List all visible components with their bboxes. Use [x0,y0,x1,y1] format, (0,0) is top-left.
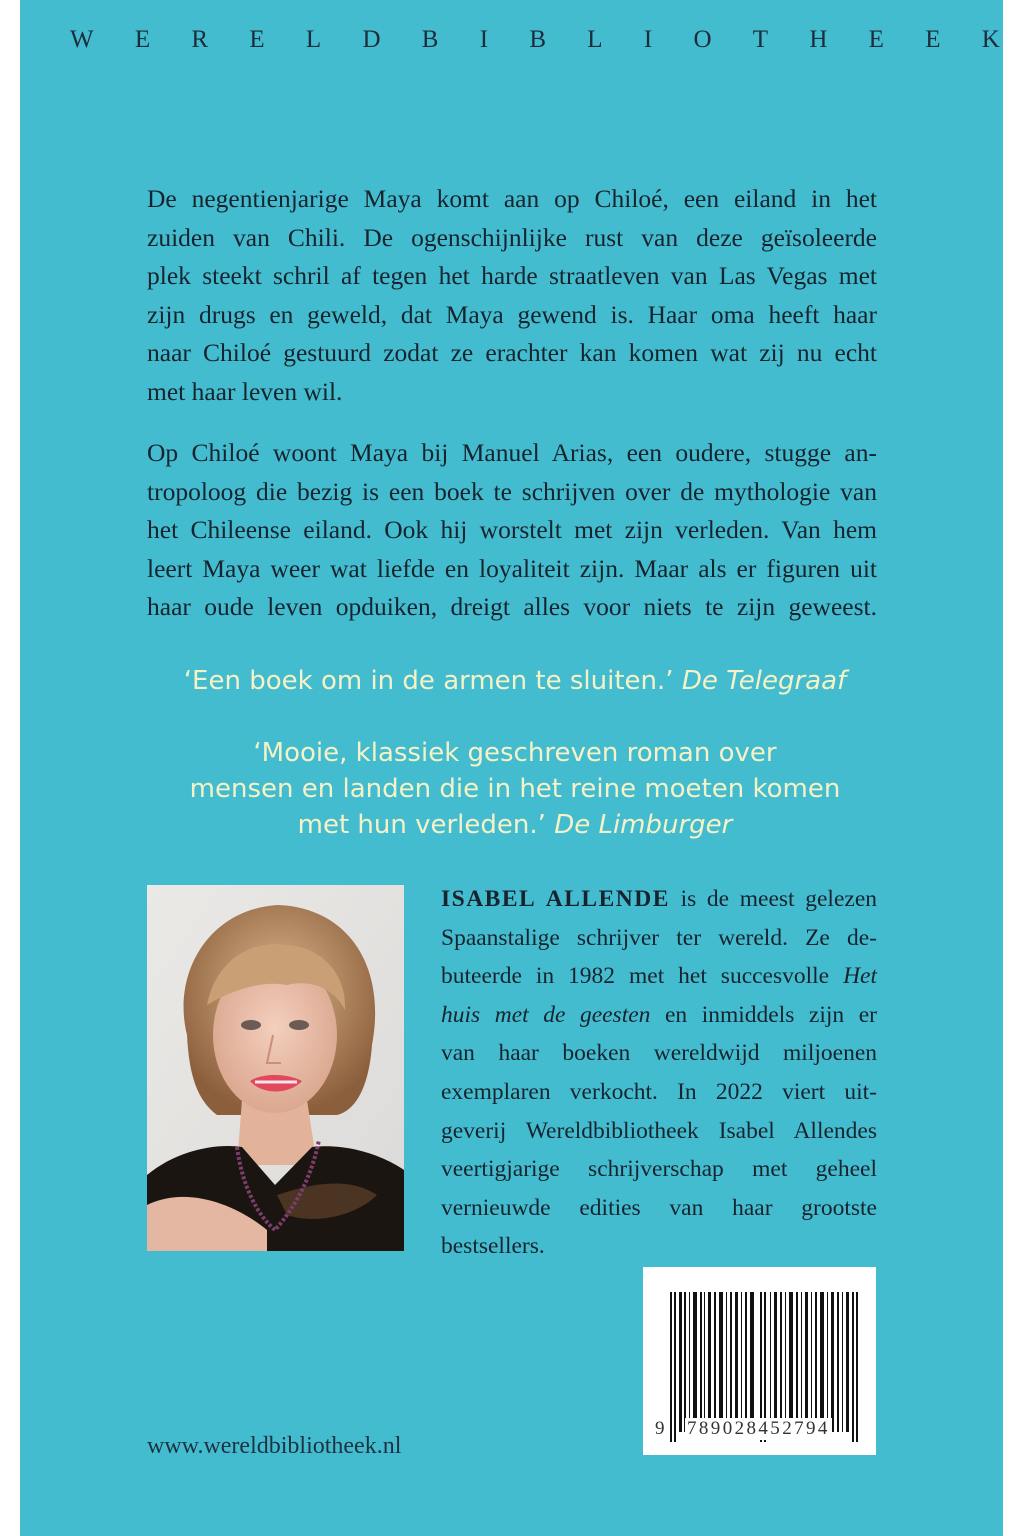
blurb-line: met haar leven wil. [147,376,343,406]
publisher-letter: L [305,26,322,53]
bio-line [441,996,877,1035]
publisher-letter: H [809,26,828,53]
blurb-line: plek steekt schril af tegen het harde straatleven van Las Vegas met [147,261,877,291]
publisher-letter: R [191,26,209,53]
blurb-paragraph-1 [147,180,877,412]
publisher-letter: E [249,26,265,53]
book-title: Het [843,963,877,990]
bio-line: Spaanstalige schrijver ter wereld. Ze de- [441,924,877,951]
publisher-letter: E [134,26,151,53]
quote-text: ‘Mooie, klassiek geschreven roman over [253,738,777,768]
blurb-paragraph-2 [147,434,877,627]
quote-text: met hun verleden.’ [297,810,546,840]
bio-line [441,880,877,919]
quote-source: De Telegraaf [681,666,847,696]
blurb-line: het Chileense eiland. Ook hij worstelt met zijn verleden. Van hem [147,515,877,545]
bio-line: exemplaren verkocht. In 2022 viert uit- [441,1078,877,1105]
quote-text: ‘Een boek om in de armen te sluiten.’ [183,666,674,696]
blurb-line: De negentienjarige Maya komt aan op Chiloé, een eiland in het [147,184,877,213]
bio-line [441,957,877,996]
publisher-header [70,26,1000,54]
bio-text: is de meest gelezen [669,886,878,912]
publisher-letter: E [925,26,941,53]
book-title: huis met de geesten [441,1001,651,1028]
publisher-letter: B [421,26,439,53]
publisher-letter: I [479,26,489,53]
blurb-line: naar Chiloé gestuurd zodat ze erachter kan komen wat zij nu echt [147,338,877,368]
author-bio [441,880,877,1266]
blurb-line: Op Chiloé woont Maya bij Manuel Arias, een oudere, stugge an- [147,438,877,467]
quote-text: mensen en landen die in het reine moeten komen [189,774,841,804]
publisher-letter: K [981,26,1000,53]
author-photo [147,885,404,1251]
bio-line: bestsellers. [441,1233,545,1260]
publisher-website: www.wereldbibliotheek.nl [147,1433,402,1459]
author-name: ISABEL ALLENDE [441,886,670,912]
isbn-first-digit: 9 [655,1418,665,1439]
publisher-letter: B [529,26,547,53]
bio-text: buteerde in 1982 met het succesvolle [441,963,844,990]
bio-line: geverij Wereldbibliotheek Isabel Allendes [441,1117,877,1144]
isbn-digits: 789028452794 [687,1418,830,1439]
isbn-barcode [643,1267,876,1455]
blurb-line: zuiden van Chili. De ogenschijnlijke rust van deze geïsoleerde [147,222,877,252]
isbn-number [643,1418,876,1448]
publisher-letter: W [70,26,94,53]
blurb-line: zijn drugs en geweld, dat Maya gewend is. Haar oma heeft haar [147,299,877,329]
publisher-letter: O [693,26,712,53]
review-quote-limburger [120,735,910,843]
publisher-letter: D [362,26,381,53]
publisher-letter: T [752,26,769,53]
bio-line: veertigjarige schrijverschap met geheel [441,1156,877,1183]
blurb-line: haar oude leven opduiken, dreigt alles voor niets te zijn geweest. [147,592,877,622]
author-portrait-illustration [147,885,404,1251]
publisher-letter: L [587,26,603,53]
quote-source: De Limburger [554,810,733,840]
blurb-line: leert Maya weer wat liefde en loyaliteit zijn. Maar als er figuren uit [147,553,877,583]
bio-line: vernieuwde edities van haar grootste [441,1194,877,1221]
review-quote-telegraaf [120,663,910,699]
bio-line: van haar boeken wereldwijd miljoenen [441,1040,877,1067]
blurb-line: tropoloog die bezig is een boek te schrijven over de mythologie van [147,476,877,506]
publisher-letter: E [868,26,884,53]
publisher-letter: I [643,26,653,53]
bio-text: en inmiddels zijn er [650,1001,877,1028]
